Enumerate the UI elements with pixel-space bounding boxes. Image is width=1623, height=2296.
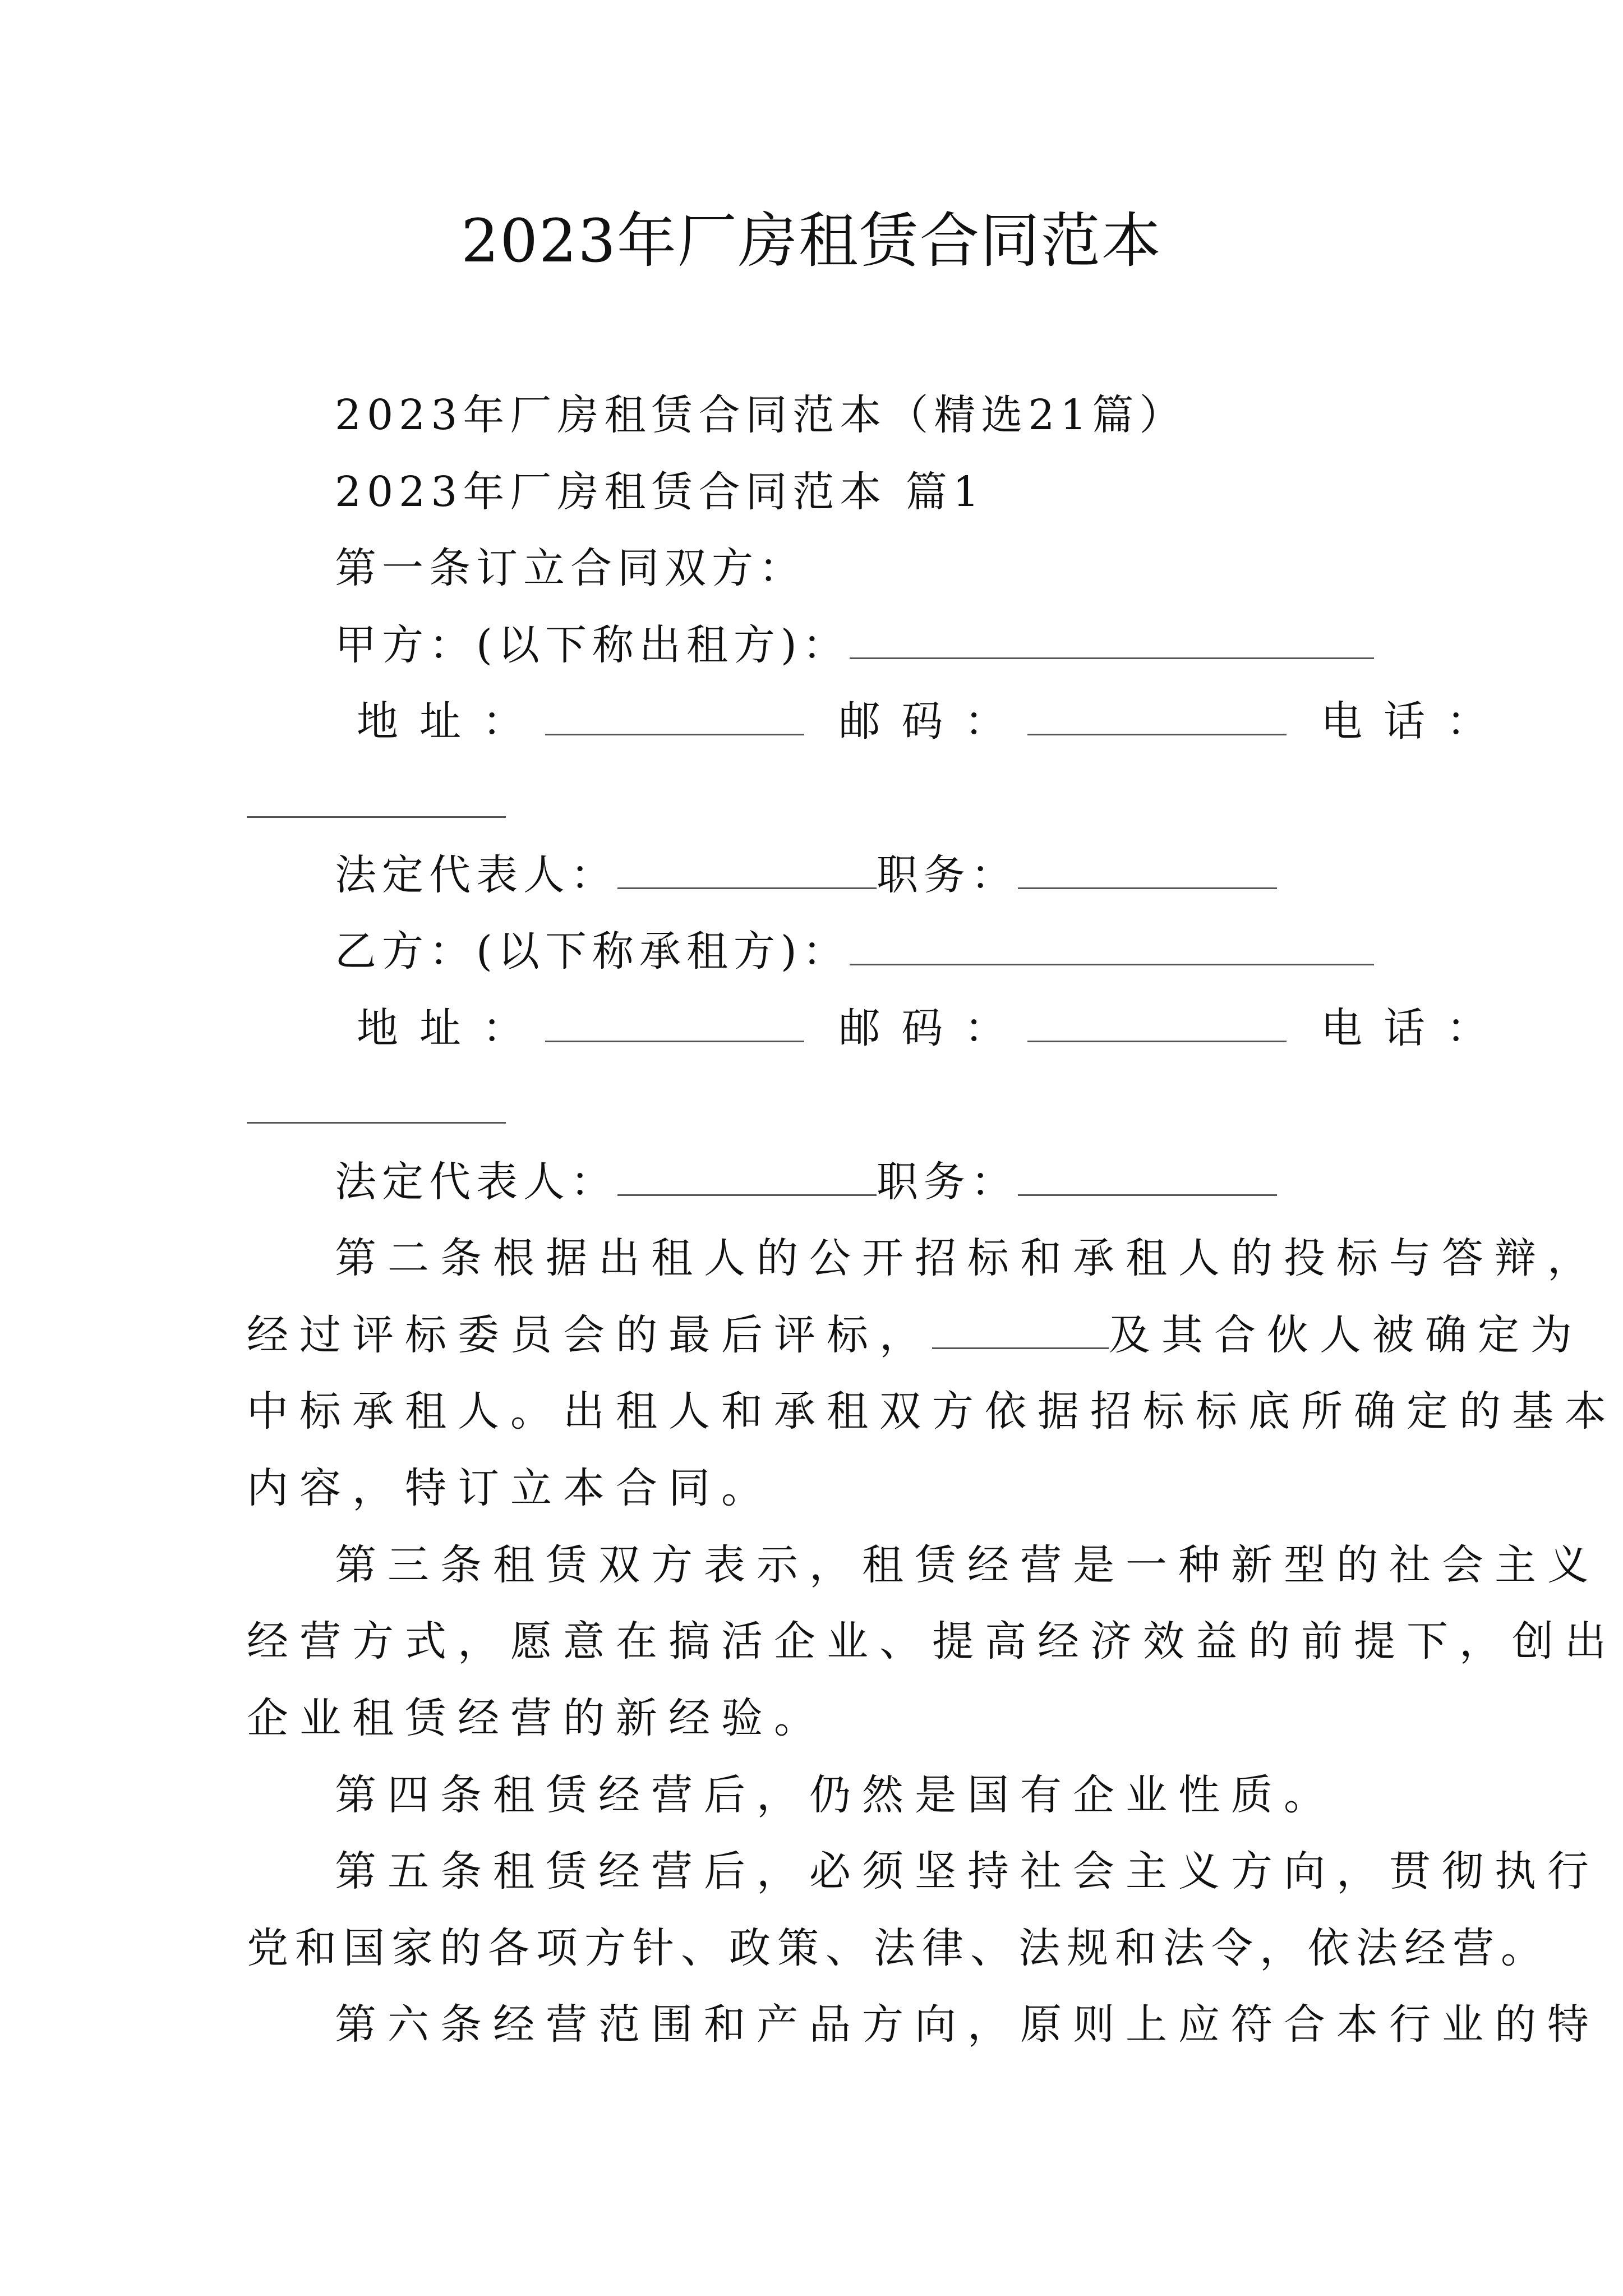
- legal-rep-blank: [617, 1155, 877, 1196]
- article-2-line-1: 第二条根据出租人的公开招标和承租人的投标与答辩，: [335, 1234, 1600, 1282]
- legal-rep-blank: [617, 848, 877, 889]
- legal-rep-label: 法定代表人：: [335, 851, 617, 899]
- party-a-contact-line: [357, 693, 1509, 749]
- phone-label: 电话：: [1321, 1004, 1510, 1052]
- section-heading: 2023年厂房租赁合同范本 篇1: [335, 468, 985, 516]
- article-2-text-a: 经过评标委员会的最后评标，: [247, 1311, 932, 1359]
- article-3-line-3: 企业租赁经营的新经验。: [247, 1694, 827, 1742]
- address-label: 地址：: [357, 1004, 545, 1052]
- article-5-line-2: 党和国家的各项方针、政策、法律、法规和法令，依法经营。: [247, 1924, 1549, 1972]
- article-2-line-2: [247, 1307, 1583, 1363]
- party-a-blank: [850, 618, 1374, 659]
- zip-label: 邮码：: [838, 697, 1027, 746]
- article-5-line-1: 第五条租赁经营后，必须坚持社会主义方向，贯彻执行: [335, 1847, 1600, 1895]
- phone-blank: [247, 1122, 506, 1124]
- party-a-rep-line: [335, 847, 1277, 903]
- address-label: 地址：: [357, 697, 545, 746]
- address-blank: [545, 1001, 804, 1042]
- winner-blank: [932, 1308, 1109, 1349]
- article-1: 第一条订立合同双方：: [335, 544, 806, 592]
- phone-blank: [247, 816, 506, 818]
- party-a-label: 甲方：(以下称出租方)：: [335, 621, 850, 669]
- legal-rep-label: 法定代表人：: [335, 1158, 617, 1206]
- position-blank: [1018, 848, 1277, 889]
- party-b-label: 乙方：(以下称承租方)：: [335, 927, 850, 976]
- article-2-text-b: 及其合伙人被确定为: [1109, 1311, 1583, 1359]
- article-6-line-1: 第六条经营范围和产品方向，原则上应符合本行业的特: [335, 2000, 1600, 2049]
- phone-label: 电话：: [1321, 697, 1510, 746]
- subtitle: 2023年厂房租赁合同范本（精选21篇）: [335, 391, 1187, 439]
- document-title: 2023年厂房租赁合同范本: [461, 206, 1162, 275]
- zip-blank: [1027, 694, 1287, 735]
- article-4: 第四条租赁经营后，仍然是国有企业性质。: [335, 1771, 1336, 1819]
- article-3-line-2: 经营方式，愿意在搞活企业、提高经济效益的前提下，创出: [247, 1617, 1617, 1665]
- article-2-line-3: 中标承租人。出租人和承租双方依据招标标底所确定的基本: [247, 1387, 1617, 1435]
- party-b-blank: [850, 924, 1374, 965]
- article-3-line-1: 第三条租赁双方表示，租赁经营是一种新型的社会主义: [335, 1541, 1600, 1589]
- article-2-line-4: 内容，特订立本合同。: [247, 1464, 774, 1512]
- zip-blank: [1027, 1001, 1287, 1042]
- party-a-line: [335, 617, 1374, 673]
- party-b-rep-line: [335, 1154, 1277, 1210]
- position-blank: [1018, 1155, 1277, 1196]
- position-label: 职务：: [877, 851, 1018, 899]
- position-label: 职务：: [877, 1158, 1018, 1206]
- address-blank: [545, 694, 804, 735]
- zip-label: 邮码：: [838, 1004, 1027, 1052]
- party-b-line: [335, 923, 1374, 979]
- party-b-contact-line: [357, 1000, 1509, 1056]
